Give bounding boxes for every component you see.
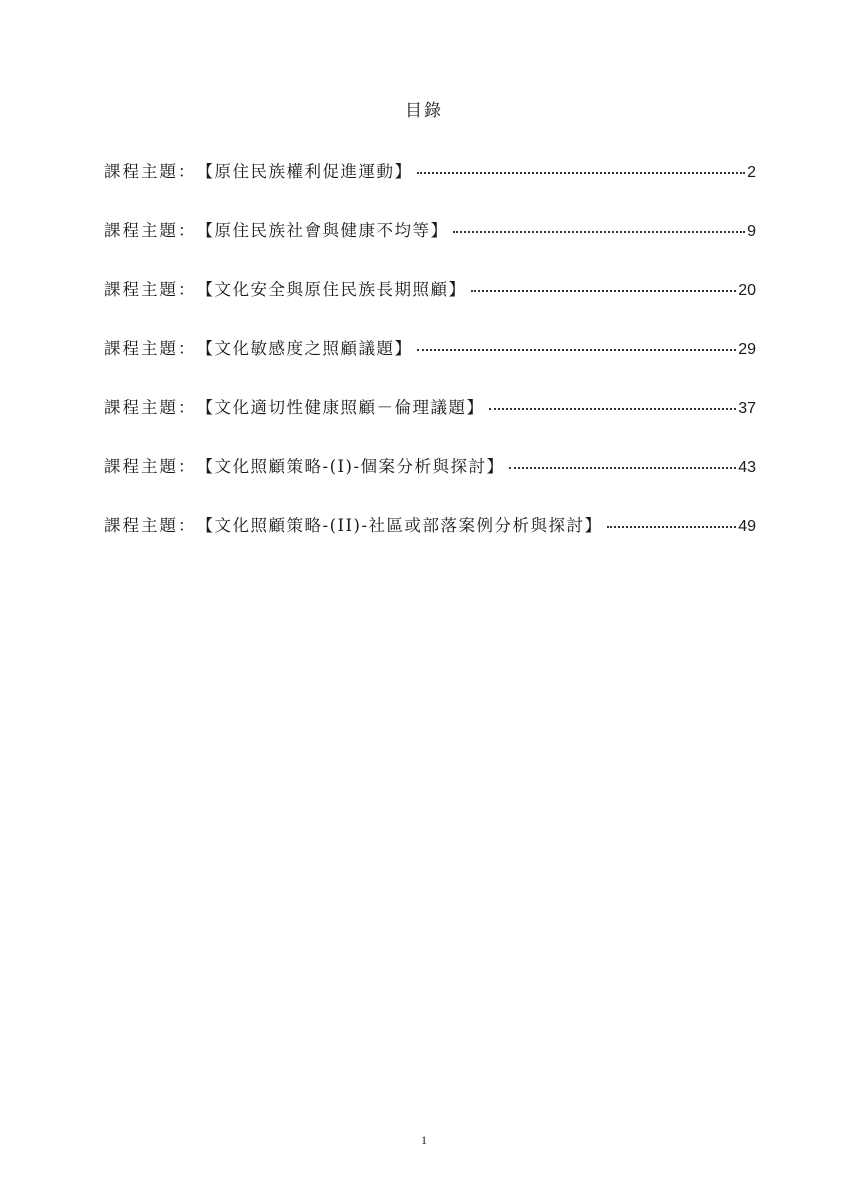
toc-entry[interactable] [104,217,756,276]
toc-heading: 目錄 [405,101,443,121]
toc-dot-leader [607,526,737,528]
toc-entry[interactable] [104,512,756,571]
toc-entry-topic: 【文化敏感度之照顧議題】 [196,339,413,358]
toc-entry-prefix: 課程主題： [104,221,197,240]
toc-entry-page: 2 [747,164,756,181]
toc-entry-topic: 【文化安全與原住民族長期照顧】 [196,280,467,299]
toc-entry-page: 9 [747,223,756,240]
toc-dot-leader [453,231,746,233]
toc-entry-topic: 【原住民族權利促進運動】 [196,162,413,181]
toc-entry-topic: 【原住民族社會與健康不均等】 [196,221,449,240]
toc-entry-prefix: 課程主題： [104,280,197,299]
toc-entry-page: 20 [738,282,756,299]
toc-entry-page: 49 [738,518,756,535]
toc-entry[interactable] [104,276,756,335]
toc-dot-leader [417,172,746,174]
toc-entry-prefix: 課程主題： [104,457,197,476]
toc-entry[interactable] [104,394,756,453]
table-of-contents [104,158,756,571]
toc-entry[interactable] [104,158,756,217]
toc-entry[interactable] [104,453,756,512]
toc-dot-leader [471,290,737,292]
toc-entry-prefix: 課程主題： [104,162,197,181]
toc-entry-topic: 【文化照顧策略-(II)-社區或部落案例分析與探討】 [196,516,603,535]
toc-entry-page: 37 [738,400,756,417]
toc-dot-leader [509,467,737,469]
toc-entry-page: 43 [738,459,756,476]
toc-entry[interactable] [104,335,756,394]
page-number: 1 [421,1133,427,1147]
toc-entry-topic: 【文化適切性健康照顧－倫理議題】 [196,398,485,417]
toc-entry-prefix: 課程主題： [104,339,197,358]
toc-entry-page: 29 [738,341,756,358]
toc-dot-leader [417,349,737,351]
toc-entry-prefix: 課程主題： [104,516,197,535]
toc-dot-leader [489,408,737,410]
toc-entry-topic: 【文化照顧策略-(I)-個案分析與探討】 [196,457,505,476]
toc-entry-prefix: 課程主題： [104,398,197,417]
